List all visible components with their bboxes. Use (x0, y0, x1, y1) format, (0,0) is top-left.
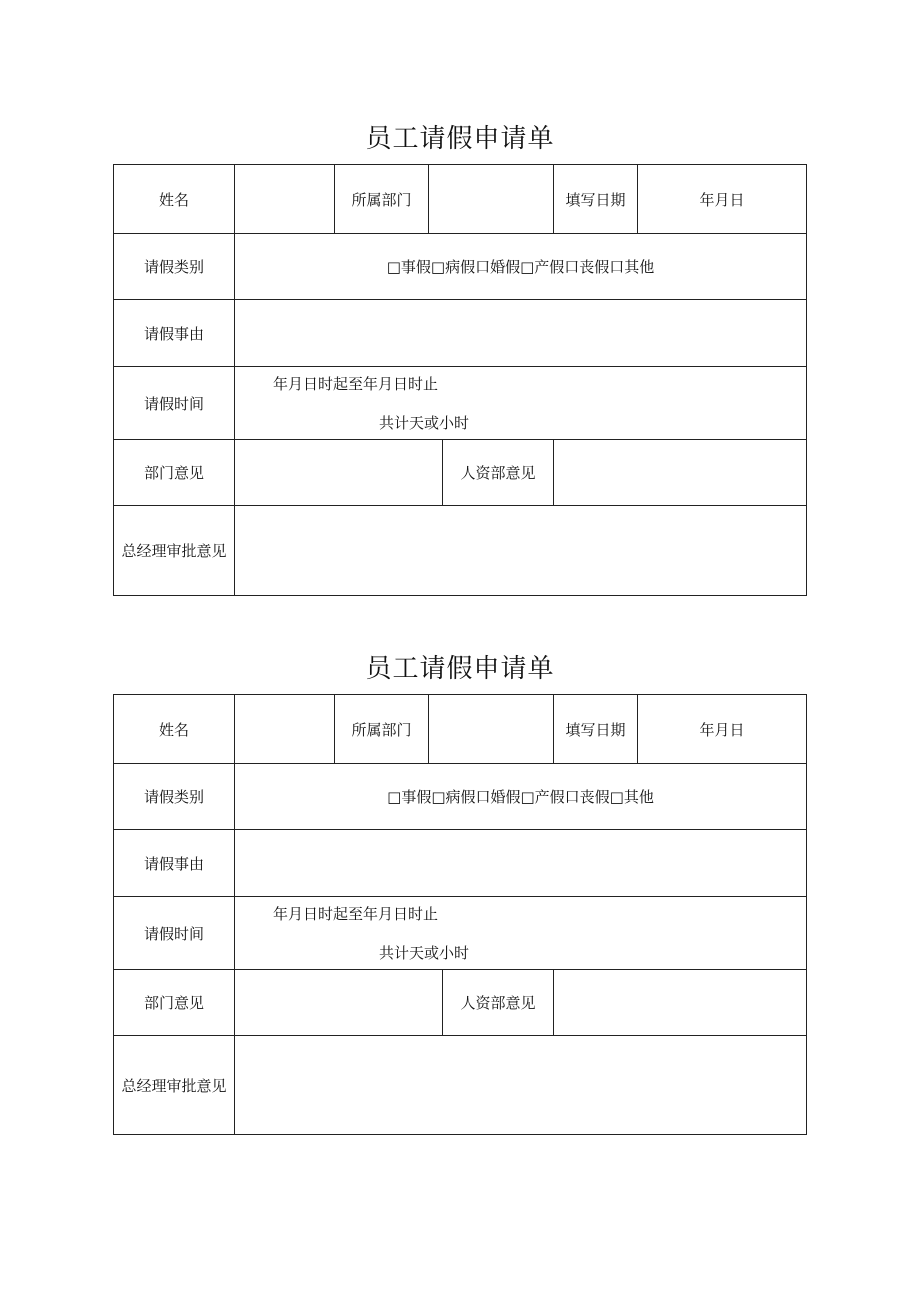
leave-time-total: 共计天或小时 (379, 414, 470, 432)
leave-form-table (113, 694, 807, 1135)
form-title: 员工请假申请单 (365, 124, 555, 154)
form-title: 员工请假申请单 (365, 654, 555, 684)
leave-time-range: 年月日时起至年月日时止 (273, 905, 439, 923)
leave-time-label: 请假时间 (114, 897, 235, 970)
leave-time-field[interactable] (235, 897, 807, 970)
fill-date-label: 填写日期 (554, 695, 638, 764)
hr-opinion-label: 人资部意见 (443, 440, 554, 506)
name-field[interactable] (235, 695, 335, 764)
name-label: 姓名 (114, 695, 235, 764)
leave-time-range: 年月日时起至年月日时止 (273, 375, 439, 393)
gm-approval-label: 总经理审批意见 (114, 506, 235, 596)
leave-time-total: 共计天或小时 (379, 944, 470, 962)
department-opinion-field[interactable] (235, 970, 443, 1036)
leave-reason-field[interactable] (235, 830, 807, 897)
name-label: 姓名 (114, 165, 235, 234)
hr-opinion-label: 人资部意见 (443, 970, 554, 1036)
fill-date-field[interactable]: 年月日 (638, 165, 807, 234)
gm-approval-label: 总经理审批意见 (114, 1036, 235, 1135)
leave-reason-label: 请假事由 (114, 300, 235, 367)
leave-time-field[interactable] (235, 367, 807, 440)
department-label: 所属部门 (335, 165, 429, 234)
leave-type-options[interactable]: □事假□病假口婚假□产假口丧假口其他 (235, 234, 807, 300)
leave-form-table (113, 164, 807, 596)
leave-type-options[interactable]: □事假□病假口婚假□产假口丧假□其他 (235, 764, 807, 830)
department-opinion-label: 部门意见 (114, 440, 235, 506)
gm-approval-field[interactable] (235, 506, 807, 596)
department-field[interactable] (429, 165, 554, 234)
hr-opinion-field[interactable] (554, 440, 807, 506)
leave-type-label: 请假类别 (114, 764, 235, 830)
fill-date-field[interactable]: 年月日 (638, 695, 807, 764)
leave-reason-label: 请假事由 (114, 830, 235, 897)
fill-date-label: 填写日期 (554, 165, 638, 234)
name-field[interactable] (235, 165, 335, 234)
gm-approval-field[interactable] (235, 1036, 807, 1135)
department-field[interactable] (429, 695, 554, 764)
department-opinion-field[interactable] (235, 440, 443, 506)
department-label: 所属部门 (335, 695, 429, 764)
department-opinion-label: 部门意见 (114, 970, 235, 1036)
leave-type-label: 请假类别 (114, 234, 235, 300)
leave-reason-field[interactable] (235, 300, 807, 367)
hr-opinion-field[interactable] (554, 970, 807, 1036)
leave-time-label: 请假时间 (114, 367, 235, 440)
